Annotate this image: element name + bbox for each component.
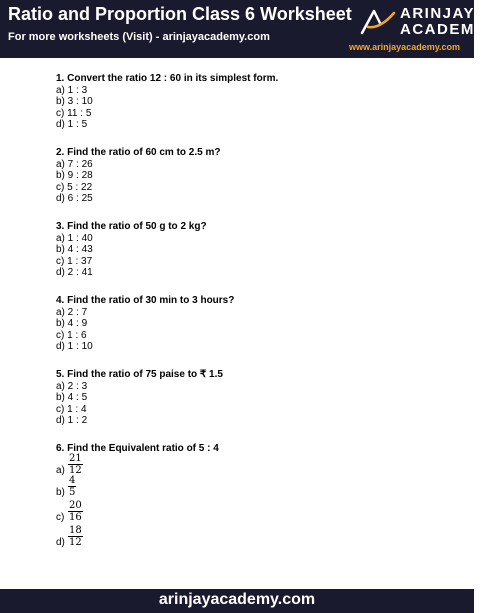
option-d: d) 2 : 41: [56, 267, 93, 278]
fraction: [68, 475, 76, 498]
option-b: b) 4 : 43: [56, 244, 93, 255]
fraction-denominator: 12: [69, 465, 82, 476]
option-a: a) 2 : 7: [56, 306, 88, 318]
option-c: c) 1 : 37: [56, 255, 93, 267]
question-4: [56, 295, 234, 353]
fraction-denominator: 5: [69, 487, 76, 498]
option-c: c) 1 : 4: [56, 403, 87, 415]
fraction-denominator: 12: [69, 537, 82, 548]
option-c: c) 11 : 5: [56, 107, 92, 119]
question-text: 4. Find the ratio of 30 min to 3 hours?: [56, 295, 235, 306]
option-a: a) 1 : 40: [56, 232, 93, 244]
fraction-numerator: 4: [69, 475, 76, 486]
logo-name-line2: ACADEMY: [400, 21, 486, 38]
option-b: b) 9 : 28: [56, 170, 93, 181]
question-text: 2. Find the ratio of 60 cm to 2.5 m?: [56, 147, 221, 158]
option-label: a): [56, 465, 65, 476]
option-b: b) 4 : 9: [56, 318, 88, 329]
fraction: [68, 525, 83, 548]
logo-mark-icon: [360, 7, 396, 37]
question-text: 3. Find the ratio of 50 g to 2 kg?: [56, 221, 207, 232]
fraction: [68, 500, 83, 523]
fraction-numerator: 21: [69, 453, 82, 464]
footer-website-link[interactable]: arinjayacademy.com: [158, 591, 316, 608]
option-a: a) 2 : 3: [56, 380, 88, 392]
fraction-denominator: 16: [69, 512, 82, 523]
academy-logo[interactable]: [349, 5, 486, 55]
question-text: 5. Find the ratio of 75 paise to ₹ 1.5: [56, 369, 223, 380]
option-label: d): [56, 537, 65, 548]
logo-name-line1: ARINJAY: [400, 5, 475, 22]
logo-website-link[interactable]: www.arinjayacademy.com: [349, 42, 461, 52]
option-d: d) 1 : 2: [56, 415, 88, 426]
option-a: a) 7 : 26: [56, 158, 93, 170]
worksheet-title: Ratio and Proportion Class 6 Worksheet: [8, 4, 352, 24]
question-5: [56, 369, 223, 427]
option-label: c): [56, 512, 65, 523]
option-c: c) 1 : 6: [56, 329, 87, 341]
footer-banner: [0, 589, 474, 613]
fraction-numerator: 20: [69, 500, 82, 511]
option-d: d) 1 : 5: [56, 119, 88, 130]
option-a: a) 1 : 3: [56, 84, 88, 96]
option-c: c) 5 : 22: [56, 181, 93, 193]
question-text: 1. Convert the ratio 12 : 60 in its simplest form.: [56, 73, 279, 84]
option-b: b) 4 : 5: [56, 392, 88, 403]
fraction: [68, 453, 83, 476]
question-1: [56, 73, 278, 131]
option-b: b) 3 : 10: [56, 96, 93, 107]
option-d: d) 1 : 10: [56, 341, 93, 352]
fraction-numerator: 18: [69, 525, 82, 536]
worksheet-subtitle: For more worksheets (Visit) - arinjayacademy.com: [8, 31, 270, 43]
header-banner: [0, 0, 486, 58]
question-2: [56, 147, 220, 205]
option-label: b): [56, 487, 65, 498]
question-3: [56, 221, 207, 279]
question-text: 6. Find the Equivalent ratio of 5 : 4: [56, 443, 219, 454]
option-d: d) 6 : 25: [56, 193, 93, 204]
